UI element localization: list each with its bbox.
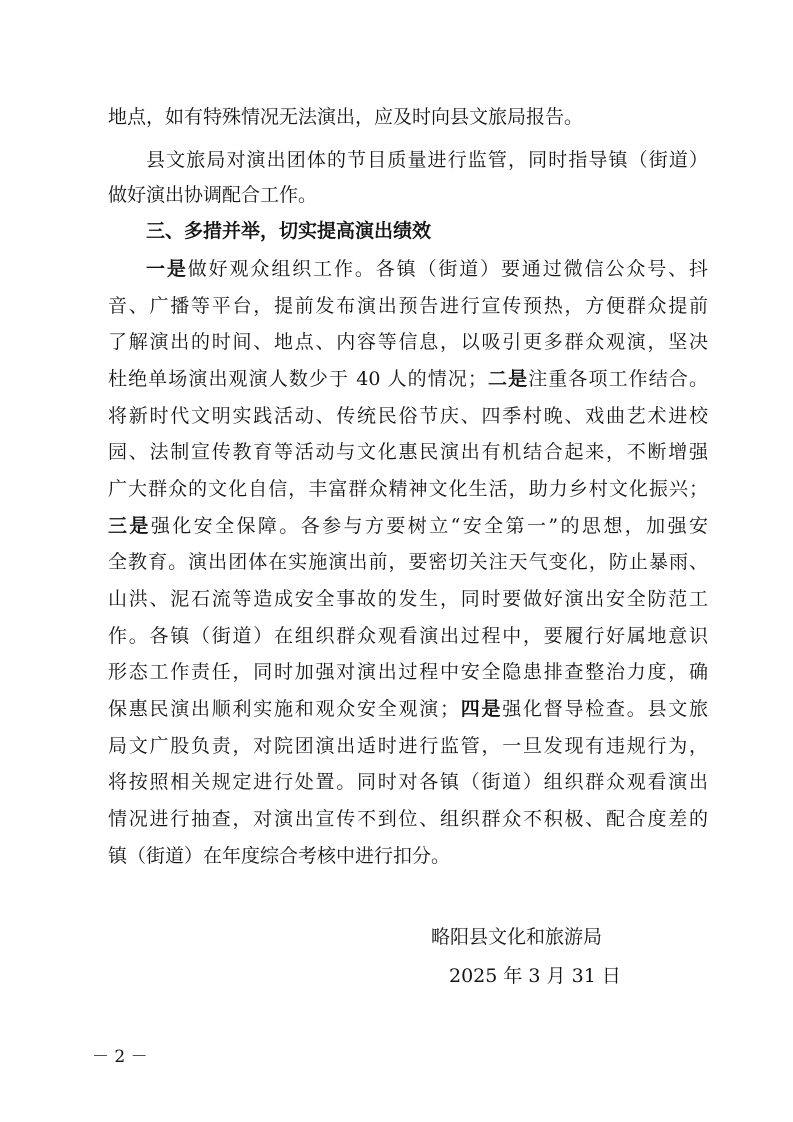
body-text-line: 广大群众的文化自信，丰富群众精神文化生活，助力乡村文化振兴； — [108, 478, 708, 500]
body-text-line: 局文广股负责，对院团演出适时进行监管，一旦发现有违规行为， — [108, 735, 708, 757]
body-text-line: 作。各镇（街道）在组织群众观看演出过程中，要履行好属地意识 — [108, 625, 708, 647]
body-text-line: 一是做好观众组织工作。各镇（街道）要通过微信公众号、抖 — [146, 258, 708, 280]
lead-marker: 三是 — [108, 515, 151, 537]
body-text-line: 情况进行抽查，对演出宣传不到位、组织群众不积极、配合度差的 — [108, 808, 708, 830]
lead-marker: 二是 — [486, 368, 529, 390]
body-text-line: 镇（街道）在年度综合考核中进行扣分。 — [108, 845, 451, 867]
body-text-line: 杜绝单场演出观演人数少于 40 人的情况；二是注重各项工作结合。 — [108, 368, 708, 390]
signature-date: 2025 年 3 月 31 日 — [449, 965, 621, 987]
body-text-line: 形态工作责任，同时加强对演出过程中安全隐患排查整治力度，确 — [108, 661, 708, 683]
lead-marker: 四是 — [458, 698, 503, 720]
signature-organization: 略阳县文化和旅游局 — [431, 926, 603, 948]
section-heading: 三、多措并举，切实提高演出绩效 — [146, 220, 432, 242]
body-text-line: 将按照相关规定进行处置。同时对各镇（街道）组织群众观看演出 — [108, 771, 708, 793]
body-text-line: 了解演出的时间、地点、内容等信息，以吸引更多群众观演，坚决 — [108, 331, 708, 353]
body-text-line: 三是强化安全保障。各参与方要树立“安全第一”的思想，加强安 — [108, 515, 708, 537]
body-text-line: 地点，如有特殊情况无法演出，应及时向县文旅局报告。 — [108, 106, 584, 128]
body-text-line: 做好演出协调配合工作。 — [108, 184, 318, 206]
body-text-line: 将新时代文明实践活动、传统民俗节庆、四季村晚、戏曲艺术进校 — [108, 405, 708, 427]
lead-marker: 一是 — [146, 258, 188, 280]
body-text-line: 园、法制宣传教育等活动与文化惠民演出有机结合起来，不断增强 — [108, 441, 708, 463]
body-text-line: 山洪、泥石流等造成安全事故的发生，同时要做好演出安全防范工 — [108, 588, 708, 610]
body-text-line: 保惠民演出顺利实施和观众安全观演；四是强化督导检查。县文旅 — [108, 698, 708, 720]
body-text-line: 全教育。演出团体在实施演出前，要密切关注天气变化，防止暴雨、 — [108, 551, 708, 573]
body-text-line: 县文旅局对演出团体的节目质量进行监管，同时指导镇（街道） — [146, 149, 708, 171]
page-number: － 2 － — [92, 1047, 148, 1067]
body-text-line: 音、广播等平台，提前发布演出预告进行宣传预热，方便群众提前 — [108, 295, 708, 317]
